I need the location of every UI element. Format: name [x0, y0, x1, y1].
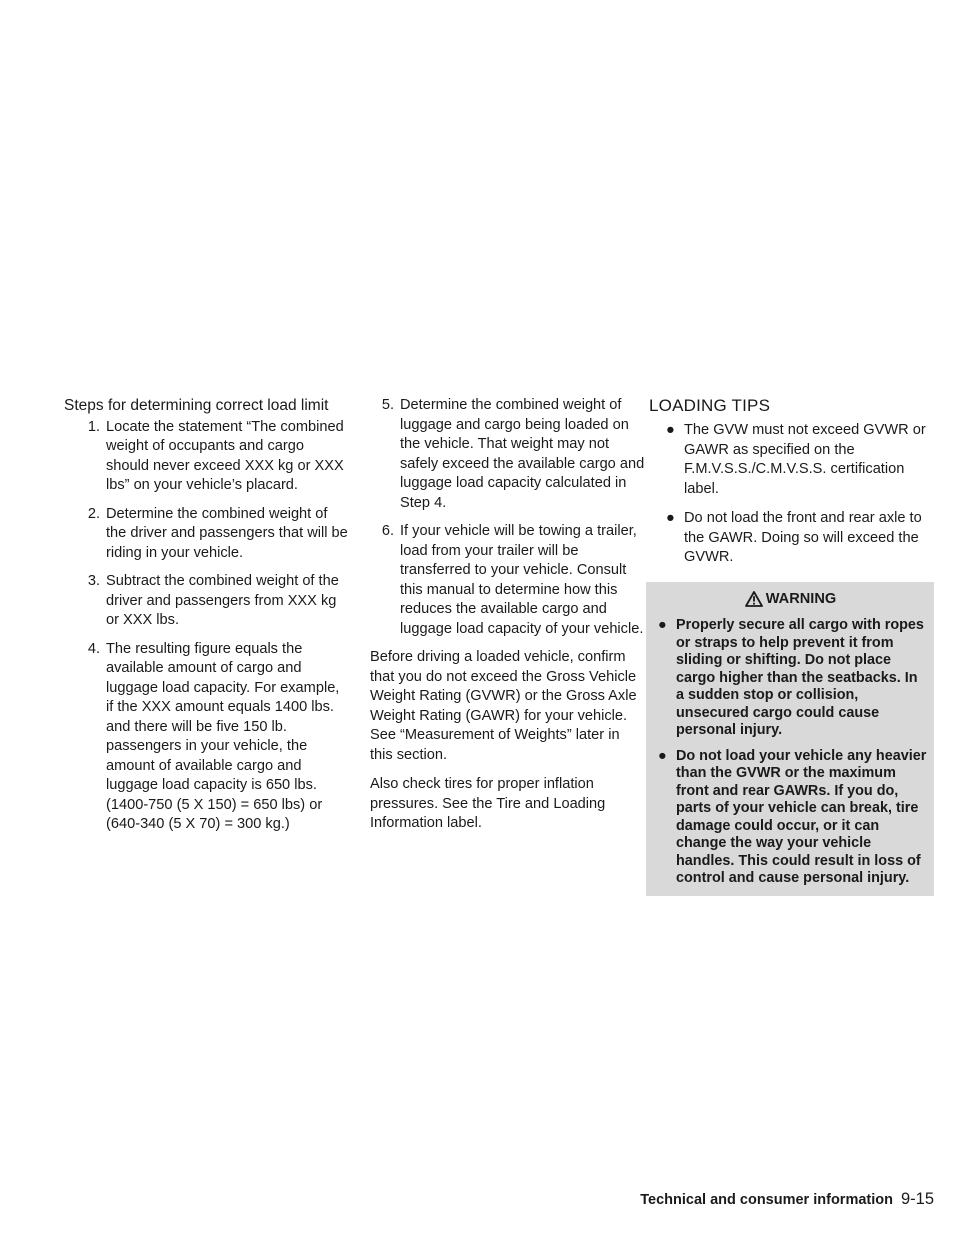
warning-text: Properly secure all cargo with ropes or straps to help prevent it from sliding or shifting. Do not place cargo higher than the seatbacks. In a sudden stop or collision, unsecured cargo could cause personal injury. — [676, 617, 924, 738]
bullet-text: The GVW must not exceed GVWR or GAWR as specified on the F.M.V.S.S./C.M.V.S.S. certification label. — [684, 422, 926, 497]
inflation-paragraph: Also check tires for proper inflation pressures. See the Tire and Loading Information label. — [370, 776, 606, 831]
step-number: 6. — [381, 523, 394, 539]
step-item — [370, 522, 646, 639]
gvwr-paragraph: Before driving a loaded vehicle, confirm that you do not exceed the Gross Vehicle Weight Rating (GVWR) or the Gross Axle Weight Rating (GAWR) for your vehicle. See “Measurement of Weights” later in this section. — [370, 649, 637, 763]
step-item — [370, 396, 646, 513]
step-item — [64, 418, 350, 496]
bullet-icon: ● — [658, 747, 667, 764]
bullet-icon: ● — [666, 510, 675, 526]
footer-section-title: Technical and consumer information — [640, 1192, 893, 1208]
step-item — [64, 572, 350, 631]
bullet-icon: ● — [666, 422, 675, 438]
step-text: If your vehicle will be towing a trailer, load from your trailer will be transferred to your vehicle. Consult this manual to determine how this reduces the available cargo and luggage load capacity of your vehicle. — [400, 523, 644, 637]
warning-label: WARNING — [765, 590, 837, 607]
bullet-item — [646, 509, 934, 568]
step-item — [64, 640, 350, 835]
step-item — [64, 505, 350, 564]
warning-item — [652, 748, 929, 888]
page-number: 9-15 — [900, 1190, 934, 1208]
bullet-text: Do not load the front and rear axle to the GAWR. Doing so will exceed the GVWR. — [684, 510, 922, 565]
right-column — [646, 396, 934, 896]
step-number: 1. — [87, 418, 100, 435]
middle-column — [370, 396, 646, 844]
left-column — [64, 396, 350, 844]
step-text: Determine the combined weight of the driver and passengers that will be riding in your vehicle. — [106, 505, 348, 561]
step-number: 3. — [87, 573, 100, 589]
warning-text: Do not load your vehicle any heavier than the GVWR or the maximum front and rear GAWRs. If you do, parts of your vehicle can break, tire damage could occur, or it can change the way your vehicle handles. This could result in loss of control and cause personal injury. — [676, 747, 927, 886]
step-text: Subtract the combined weight of the driver and passengers from XXX kg or XXX lbs. — [106, 573, 339, 628]
loading-tips-heading: LOADING TIPS — [649, 396, 771, 415]
warning-title — [652, 590, 929, 610]
load-limit-heading: Steps for determining correct load limit — [64, 397, 329, 414]
bullet-icon: ● — [658, 617, 667, 633]
step-text: The resulting figure equals the available amount of cargo and luggage load capacity. For example, if the XXX amount equals 1400 lbs. and there will be five 150 lb. passengers in your vehicle, the amount of available cargo and luggage load capacity is 650 lbs. (1400-750 (5 X 150) = 650 lbs) or (640-340 (5 X 70) = 300 kg.) — [106, 640, 340, 832]
bullet-item — [646, 421, 934, 499]
step-number: 5. — [381, 397, 394, 413]
page-footer — [590, 1190, 934, 1209]
step-number: 2. — [87, 505, 100, 522]
step-text: Determine the combined weight of luggage and cargo being loaded on the vehicle. That weight may not safely exceed the available cargo and luggage load capacity calculated in Step 4. — [400, 397, 645, 511]
step-text: Locate the statement “The combined weight of occupants and cargo should never exceed XXX kg or XXX lbs” on your vehicle’s placard. — [106, 418, 344, 493]
warning-item — [652, 617, 929, 740]
warning-triangle-icon — [745, 591, 763, 607]
step-number: 4. — [87, 640, 100, 657]
warning-box — [646, 582, 934, 896]
